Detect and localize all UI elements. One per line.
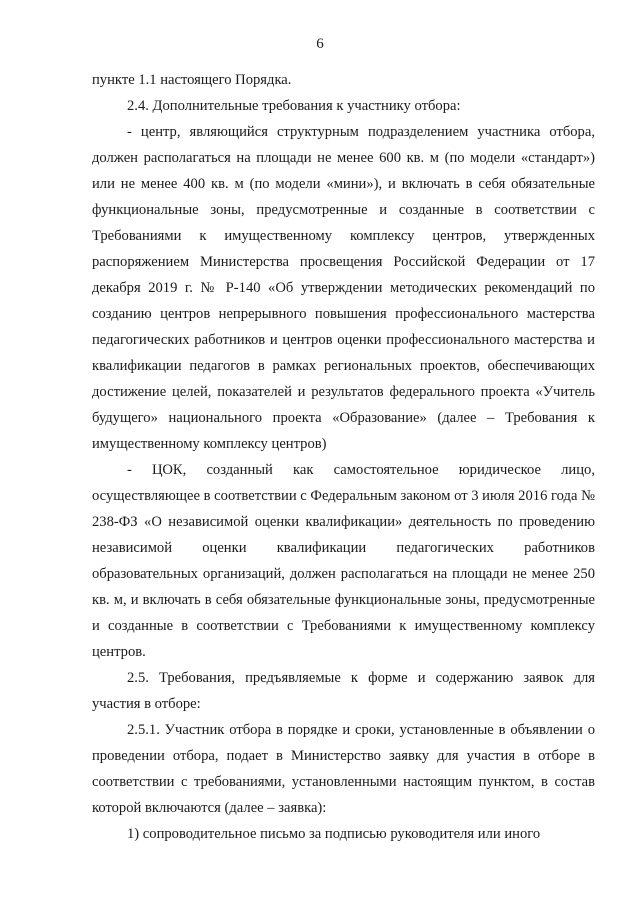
paragraph-item-1: 1) сопроводительное письмо за подписью руководителя или иного (127, 826, 541, 842)
paragraph-continuation: пункте 1.1 настоящего Порядка. (92, 72, 292, 88)
paragraph-section-2-5-1: 2.5.1. Участник отбора в порядке и сроки, установленные в объявлении о проведении отбора, подает в Министерство заявку для участия в отборе в соответствии с требованиями, установленными настоящим пунктом, в состав которой включаются (далее – заявка): (92, 722, 595, 816)
paragraph-center-requirements: - центр, являющийся структурным подразделением участника отбора, должен располагаться на площади не менее 600 кв. м (по модели «стандарт») или не менее 400 кв. м (по модели «мини»), и включать в себя обязательные функциональные зоны, предусмотренные и созданные в соответствии с Требованиями к имущественному комплексу центров, утвержденных распоряжением Министерства просвещения Российской Федерации от 17 декабря 2019 г. № Р-140 «Об утверждении методических рекомендаций по созданию центров непрерывного повышения профессионального мастерства педагогических работников и центров оценки профессионального мастерства и квалификации педагогов в рамках региональных проектов, обеспечивающих достижение целей, показателей и результатов федерального проекта «Учитель будущего» национального проекта «Образование» (далее – Требования к имущественному комплексу центров) (92, 124, 595, 452)
document-body (92, 67, 595, 847)
paragraph-cok-requirements: - ЦОК, созданный как самостоятельное юридическое лицо, осуществляющее в соответствии с Федеральным законом от 3 июля 2016 года № 238-ФЗ «О независимой оценки квалификации» деятельность по проведению независимой оценки квалификации педагогических работников образовательных организаций, должен располагаться на площади не менее 250 кв. м, и включать в себя обязательные функциональные зоны, предусмотренные и созданные в соответствии с Требованиями к имущественному комплексу центров. (92, 462, 595, 660)
page-number: 6 (316, 36, 324, 52)
paragraph-section-2-4: 2.4. Дополнительные требования к участнику отбора: (127, 98, 461, 114)
paragraph-section-2-5: 2.5. Требования, предъявляемые к форме и содержанию заявок для участия в отборе: (92, 670, 595, 712)
